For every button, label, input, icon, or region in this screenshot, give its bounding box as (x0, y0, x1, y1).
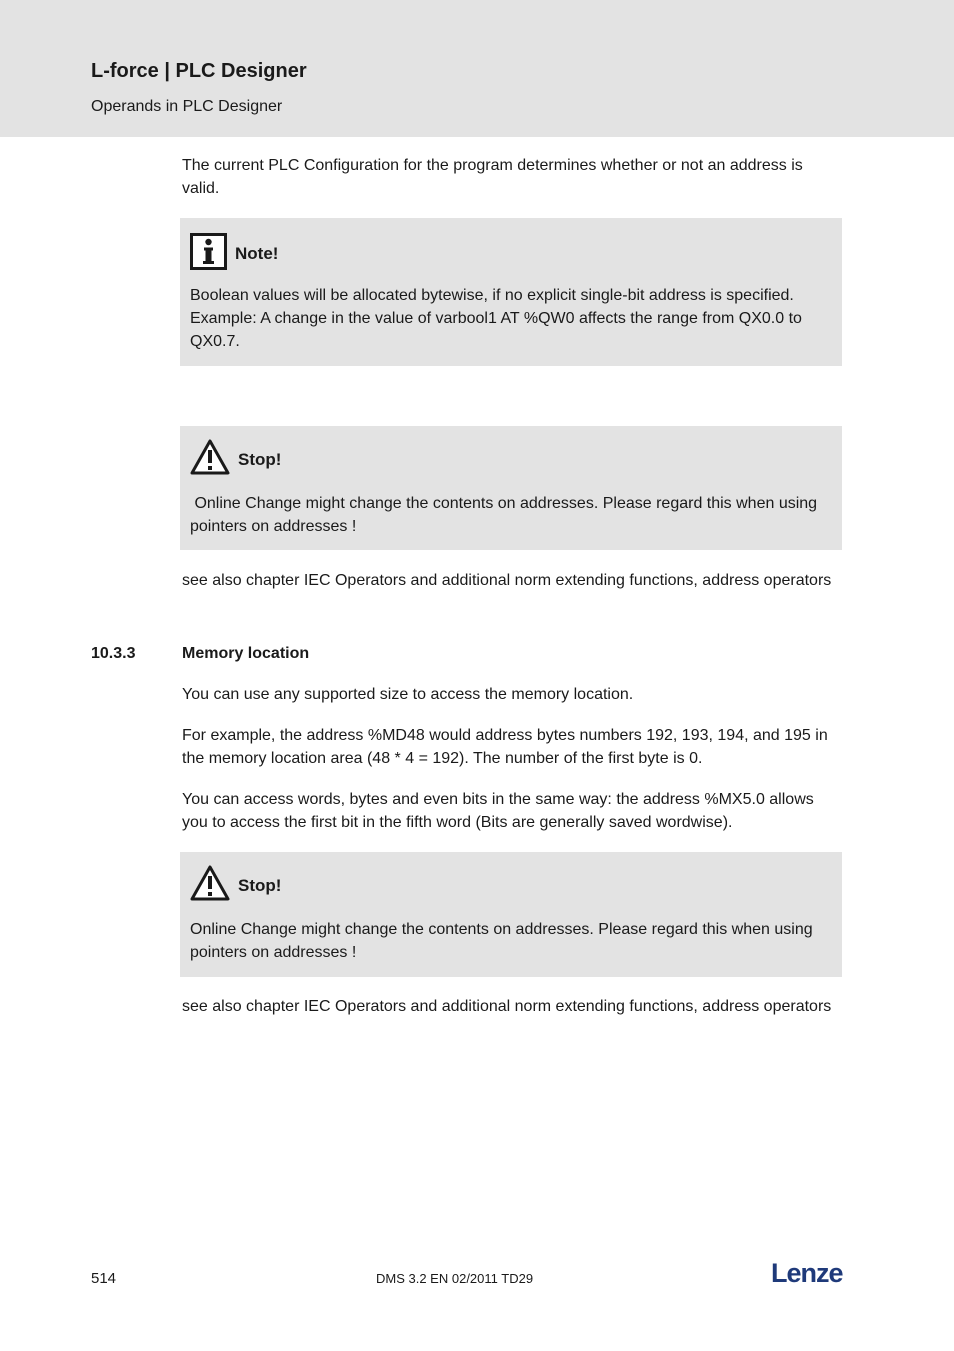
stop-label-1: Stop! (238, 449, 282, 469)
stop-box-2 (180, 852, 842, 977)
intro-paragraph: The current PLC Configuration for the program determines whether or not an address is valid. (182, 157, 803, 197)
page-header (0, 0, 954, 137)
warning-triangle-icon (190, 439, 230, 480)
document-id: DMS 3.2 EN 02/2011 TD29 (376, 1271, 534, 1286)
memory-paragraph-1: You can use any supported size to access the memory location. (182, 686, 634, 703)
note-box (180, 218, 842, 366)
section-title: Memory location (182, 645, 310, 662)
lenze-logo: Lenze (771, 1258, 843, 1288)
stop-text-1: Online Change might change the contents on addresses. Please regard this when using pointers on addresses ! (190, 495, 822, 535)
memory-paragraph-2: For example, the address %MD48 would address bytes numbers 192, 193, 194, and 195 in the memory location area (48 * 4 = 192). The number of the first byte is 0. (182, 727, 828, 767)
stop-box-1 (180, 426, 842, 550)
document-title: L-force | PLC Designer (91, 60, 307, 82)
see-also-paragraph-1: see also chapter IEC Operators and additional norm extending functions, address operators (182, 572, 832, 589)
see-also-paragraph-2: see also chapter IEC Operators and additional norm extending functions, address operators (182, 998, 832, 1015)
memory-paragraph-3: You can access words, bytes and even bits in the same way: the address %MX5.0 allows you to access the first bit in the fifth word (Bits are generally saved wordwise). (182, 791, 814, 831)
note-header (190, 233, 278, 275)
warning-triangle-icon (190, 865, 230, 906)
note-text: Boolean values will be allocated bytewise, if no explicit single-bit address is specified. Example: A change in the value of varbool1 AT %QW0 affects the range from QX0.0 to QX0.7. (190, 287, 802, 350)
stop-text-2: Online Change might change the contents on addresses. Please regard this when using pointers on addresses ! (190, 921, 813, 961)
stop-label-2: Stop! (238, 875, 282, 895)
section-number: 10.3.3 (91, 645, 136, 662)
page-number: 514 (91, 1270, 117, 1287)
stop-header-2 (190, 865, 281, 906)
info-icon (190, 233, 227, 275)
stop-header-1 (190, 439, 281, 480)
chapter-subtitle: Operands in PLC Designer (91, 98, 283, 115)
note-label: Note! (235, 244, 279, 263)
